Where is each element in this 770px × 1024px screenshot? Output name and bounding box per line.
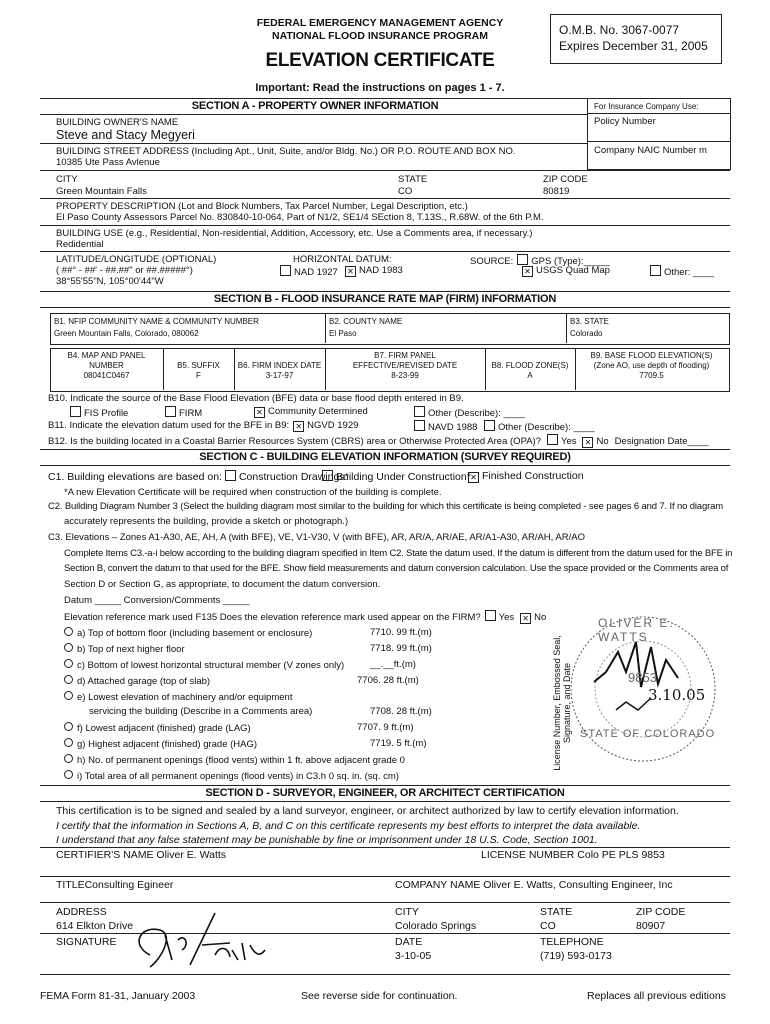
gps-checkbox[interactable] (517, 254, 528, 265)
d-date-value: 3-10-05 (395, 950, 432, 962)
horizontal-datum-label: HORIZONTAL DATUM: (293, 254, 392, 265)
telephone-value: (719) 593-0173 (540, 950, 612, 962)
item-b-value: 7718. 99 ft.(m) (370, 643, 432, 654)
seal-number: 9853 (628, 670, 657, 685)
b1-value: Green Mountain Falls, Colorado, 080062 (54, 329, 199, 338)
b9-value: 7709.5 (639, 371, 664, 380)
b1-label: B1. NFIP COMMUNITY NAME & COMMUNITY NUMBER (54, 317, 259, 326)
b4-value: 08041C0467 (83, 371, 130, 380)
form-number: FEMA Form 81-31, January 2003 (40, 990, 196, 1002)
street-address-value: 10385 Ute Pass Avlenue (56, 157, 160, 168)
owner-name-label: BUILDING OWNER'S NAME (56, 117, 179, 128)
item-f-label: f) Lowest adjacent (finished) grade (LAG) (77, 723, 251, 734)
b5-value: F (196, 371, 201, 380)
community-label: Community Determined (268, 406, 368, 417)
item-d-value: 7706. 28 ft.(m) (357, 675, 419, 686)
item-g-label: g) Highest adjacent (finished) grade (HAG) (77, 739, 258, 750)
construction-drawings-checkbox[interactable] (225, 470, 236, 481)
property-description-label: PROPERTY DESCRIPTION (Lot and Block Numbers, Tax Parcel Number, Legal Description, etc.) (56, 201, 468, 212)
important-note: Important: Read the instructions on pages 1 - 7. (255, 82, 505, 94)
datum-other-label: Other (Describe): ____ (498, 422, 595, 433)
section-d-heading: SECTION D - SURVEYOR, ENGINEER, OR ARCHITECT CERTIFICATION (205, 787, 565, 799)
c3-text: C3. Elevations – Zones A1-A30, AE, AH, A (with BFE), VE, V1-V30, V (with BFE), AR, AR/A, AR/AE, AR/A1-A30, AR/AH, AR/AO (48, 532, 585, 543)
b3-value: Colorado (570, 329, 603, 338)
building-use-label: BUILDING USE (e.g., Residential, Non-residential, Addition, Accessory, etc. Use a Comments area, if necessary.) (56, 228, 533, 239)
b6-value: 3-17-97 (265, 371, 294, 380)
fis-checkbox[interactable] (70, 406, 81, 417)
b3-label: B3. STATE (570, 317, 609, 326)
usgs-label: USGS Quad Map (536, 265, 610, 276)
latlong-label: LATITUDE/LONGITUDE (OPTIONAL) (56, 254, 217, 265)
bullet-icon (64, 691, 73, 700)
item-c-label: c) Bottom of lowest horizontal structural member (V zones only) (77, 660, 345, 671)
item-d-label: d) Attached garage (top of slab) (77, 676, 211, 687)
item-a-label: a) Top of bottom floor (including basement or enclosure) (77, 628, 313, 639)
source-other-checkbox[interactable] (650, 265, 661, 276)
b7-label-2: EFFECTIVE/REVISED DATE (352, 361, 458, 370)
section-b-heading: SECTION B - FLOOD INSURANCE RATE MAP (FIRM) INFORMATION (213, 293, 557, 305)
replaces-note: Replaces all previous editions (587, 990, 726, 1002)
b12-text: B12. Is the building located in a Coastal Barrier Resources System (CBRS) area or Otherwise Protected Area (OPA)? (48, 436, 541, 447)
bullet-icon (64, 643, 73, 652)
bullet-icon (64, 675, 73, 684)
certification-line-2: I certify that the information in Sections A, B, and C on this certificate represents my best efforts to interpret the data available. (56, 820, 641, 832)
item-b-label: b) Top of next higher floor (77, 644, 185, 655)
embossed-seal (566, 612, 720, 766)
bullet-icon (64, 770, 73, 779)
b7-value: 8-23-99 (391, 371, 419, 380)
policy-number-label: Policy Number (594, 116, 656, 127)
c2-line-1: C2. Building Diagram Number 3 (Select the building diagram most similar to the building for which this certificate is being completed - see pages 6 and 7. If no diagram (48, 501, 723, 512)
nad1927-checkbox[interactable] (280, 265, 291, 276)
c1-text: C1. Building elevations are based on: (48, 471, 222, 483)
seal-date: 3.10.05 (648, 686, 706, 704)
construction-drawings-label: Construction Drawings* (238, 471, 349, 483)
bullet-icon (64, 738, 73, 747)
b10-text: B10. Indicate the source of the Base Flood Elevation (BFE) data or base flood depth entered in B9. (48, 393, 464, 404)
item-h-label: h) No. of permanent openings (flood vents) within 1 ft. above adjacent grade 0 (77, 755, 405, 766)
b5-label: B5. SUFFIX (177, 361, 220, 370)
finished-construction-checkbox[interactable]: ✕ (468, 472, 479, 483)
nad1927-label: NAD 1927 (294, 267, 338, 278)
navd-checkbox[interactable] (414, 420, 425, 431)
finished-construction-label: Finished Construction (482, 470, 584, 482)
ngvd-checkbox[interactable]: ✕ (293, 421, 304, 432)
b9-label-1: B9. BASE FLOOD ELEVATION(S) (590, 351, 713, 360)
agency-line-2: NATIONAL FLOOD INSURANCE PROGRAM (271, 30, 489, 42)
b2-value: El Paso (329, 329, 357, 338)
section-a-heading: SECTION A - PROPERTY OWNER INFORMATION (191, 100, 439, 112)
continuation-note: See reverse side for continuation. (301, 990, 458, 1002)
item-g-value: 7719. 5 ft.(m) (370, 738, 427, 749)
d-zip-value: 80907 (636, 920, 666, 932)
d-date-label: DATE (395, 936, 423, 948)
cbrs-no-checkbox[interactable]: ✕ (582, 437, 593, 448)
item-a-value: 7710. 99 ft.(m) (370, 627, 432, 638)
omb-number: O.M.B. No. 3067-0077 (559, 23, 680, 37)
owner-name-value: Steve and Stacy Megyeri (56, 128, 195, 142)
state-value: CO (398, 186, 413, 197)
seal-caption: License Number, Embossed Seal, Signature, and Date (552, 635, 572, 771)
insurance-use-label: For Insurance Company Use: (594, 102, 699, 111)
omb-box (550, 14, 722, 64)
cbrs-yes-label: Yes (560, 436, 577, 447)
ngvd-label: NGVD 1929 (307, 420, 359, 431)
bullet-icon (64, 659, 73, 668)
insurance-use-box (587, 98, 731, 170)
d-zip-label: ZIP CODE (636, 906, 686, 918)
d-city-label: CITY (395, 906, 419, 918)
item-c-value: __.__ft.(m) (370, 659, 416, 670)
bfe-other-checkbox[interactable] (414, 406, 425, 417)
certification-line-3: I understand that any false statement may be punishable by fine or imprisonment under 18 U.S. Code, Section 1001. (56, 834, 598, 846)
telephone-label: TELEPHONE (540, 936, 604, 948)
ref-no-label: No (534, 612, 547, 623)
certifier-signature (120, 905, 270, 975)
zip-value: 80819 (543, 186, 570, 197)
d-address-label: ADDRESS (56, 906, 107, 918)
item-i-label: i) Total area of all permanent openings (flood vents) in C3.h 0 sq. in. (sq. cm) (77, 771, 399, 782)
under-construction-label: Building Under Construction* (336, 471, 471, 483)
item-e-label: e) Lowest elevation of machinery and/or equipment (77, 692, 293, 703)
agency-line-1: FEDERAL EMERGENCY MANAGEMENT AGENCY (256, 17, 504, 29)
datum-other-checkbox[interactable] (484, 420, 495, 431)
bullet-icon (64, 627, 73, 636)
c3-instructions-1: Complete Items C3.-a-i below according to the building diagram specified in Item C2. State the datum used. If the datum is different from the datum used for the BFE in (64, 548, 733, 559)
signature-label: SIGNATURE (56, 936, 117, 948)
bullet-icon (64, 754, 73, 763)
city-label: CITY (56, 174, 78, 185)
latlong-format: ( ##° - ##' - ##.##" or ##.#####°) (56, 265, 193, 276)
latlong-value: 38°55'55"N, 105°00'44"W (56, 276, 164, 287)
cbrs-yes-checkbox[interactable] (547, 434, 558, 445)
b9-label-2: (Zone AO, use depth of flooding) (593, 361, 710, 370)
bfe-other-label: Other (Describe): ____ (428, 408, 525, 419)
street-address-label: BUILDING STREET ADDRESS (Including Apt., Unit, Suite, and/or Bldg. No.) OR P.O. ROUTE AND BOX NO. (56, 146, 516, 157)
nad1983-label: NAD 1983 (359, 265, 403, 276)
zip-label: ZIP CODE (543, 174, 588, 185)
b8-value: A (527, 371, 533, 380)
c3-instructions-3: Section D or Section G, as appropriate, to document the datum conversion. (64, 579, 381, 590)
b8-label: B8. FLOOD ZONE(S) (491, 361, 569, 370)
nad1983-checkbox[interactable]: ✕ (345, 266, 356, 277)
firm-checkbox[interactable] (165, 406, 176, 417)
ref-yes-label: Yes (498, 612, 515, 623)
b11-text: B11. Indicate the elevation datum used for the BFE in B9: (48, 420, 290, 431)
document-title: ELEVATION CERTIFICATE (265, 50, 495, 71)
city-value: Green Mountain Falls (56, 186, 147, 197)
under-construction-checkbox[interactable] (322, 470, 333, 481)
omb-expires: Expires December 31, 2005 (559, 39, 708, 53)
source-other-label: Other: ____ (664, 267, 715, 278)
reference-mark-text: Elevation reference mark used F135 Does the elevation reference mark used appear on the FIRM? (64, 612, 481, 623)
item-e-label-2: servicing the building (Describe in a Comments area) (89, 706, 313, 717)
item-e-value: 7708. 28 ft.(m) (370, 706, 432, 717)
designation-date: Designation Date____ (614, 436, 709, 447)
firm-label: FIRM (179, 408, 203, 419)
c1-note: *A new Elevation Certificate will be required when construction of the building is complete. (64, 487, 442, 498)
b7-label-1: B7. FIRM PANEL (374, 351, 436, 360)
c3-instructions-2: Section B, convert the datum to that used for the BFE. Show field measurements and datum conversion calculation. Use the space provided or the Comments area of (64, 563, 729, 574)
d-state-value: CO (540, 920, 556, 932)
usgs-checkbox[interactable]: ✕ (522, 266, 533, 277)
building-use-value: Redidential (56, 239, 104, 250)
source-label: SOURCE: (470, 256, 514, 267)
certification-line-1: This certification is to be signed and sealed by a land surveyor, engineer, or architect authorized by law to certify elevation information. (56, 805, 679, 817)
d-address-value: 614 Elkton Drive (56, 920, 134, 932)
navd-label: NAVD 1988 (428, 422, 478, 433)
d-city-value: Colorado Springs (395, 920, 477, 932)
d-state-label: STATE (540, 906, 573, 918)
datum-line: Datum _____ Conversion/Comments _____ (64, 595, 250, 606)
fis-label: FIS Profile (84, 408, 129, 419)
license-number: LICENSE NUMBER Colo PE PLS 9853 (481, 849, 665, 861)
b4-label-2: NUMBER (89, 361, 124, 370)
b6-label: B6. FIRM INDEX DATE (237, 361, 322, 370)
property-description-value: El Paso County Assessors Parcel No. 830840-10-064, Part of N1/2, SE1/4 SEction 8, T.13S., R.68W. of the 6th P.M. (56, 212, 544, 223)
b2-label: B2. COUNTY NAME (329, 317, 403, 326)
c2-line-2: accurately represents the building, provide a sketch or photograph.) (64, 516, 349, 527)
seal-state: STATE OF COLORADO (580, 728, 716, 740)
item-f-value: 7707. 9 ft.(m) (357, 722, 414, 733)
ref-yes-checkbox[interactable] (485, 610, 496, 621)
company-name: COMPANY NAME Oliver E. Watts, Consulting Engineer, Inc (395, 879, 673, 891)
naic-label: Company NAIC Number m (594, 145, 707, 156)
seal-name: OLIVER E. WATTS (598, 616, 675, 644)
cbrs-no-label: No (596, 436, 609, 447)
ref-no-checkbox[interactable]: ✕ (520, 613, 531, 624)
state-label: STATE (398, 174, 428, 185)
certifier-title: TITLEConsulting Egineer (56, 879, 174, 891)
b4-label-1: B4. MAP AND PANEL (67, 351, 146, 360)
section-c-heading: SECTION C - BUILDING ELEVATION INFORMATION (SURVEY REQUIRED) (199, 451, 571, 463)
bullet-icon (64, 722, 73, 731)
gps-label: GPS (Type):_____ (531, 256, 610, 267)
community-checkbox[interactable]: ✕ (254, 407, 265, 418)
certifier-name: CERTIFIER'S NAME Oliver E. Watts (56, 849, 227, 861)
